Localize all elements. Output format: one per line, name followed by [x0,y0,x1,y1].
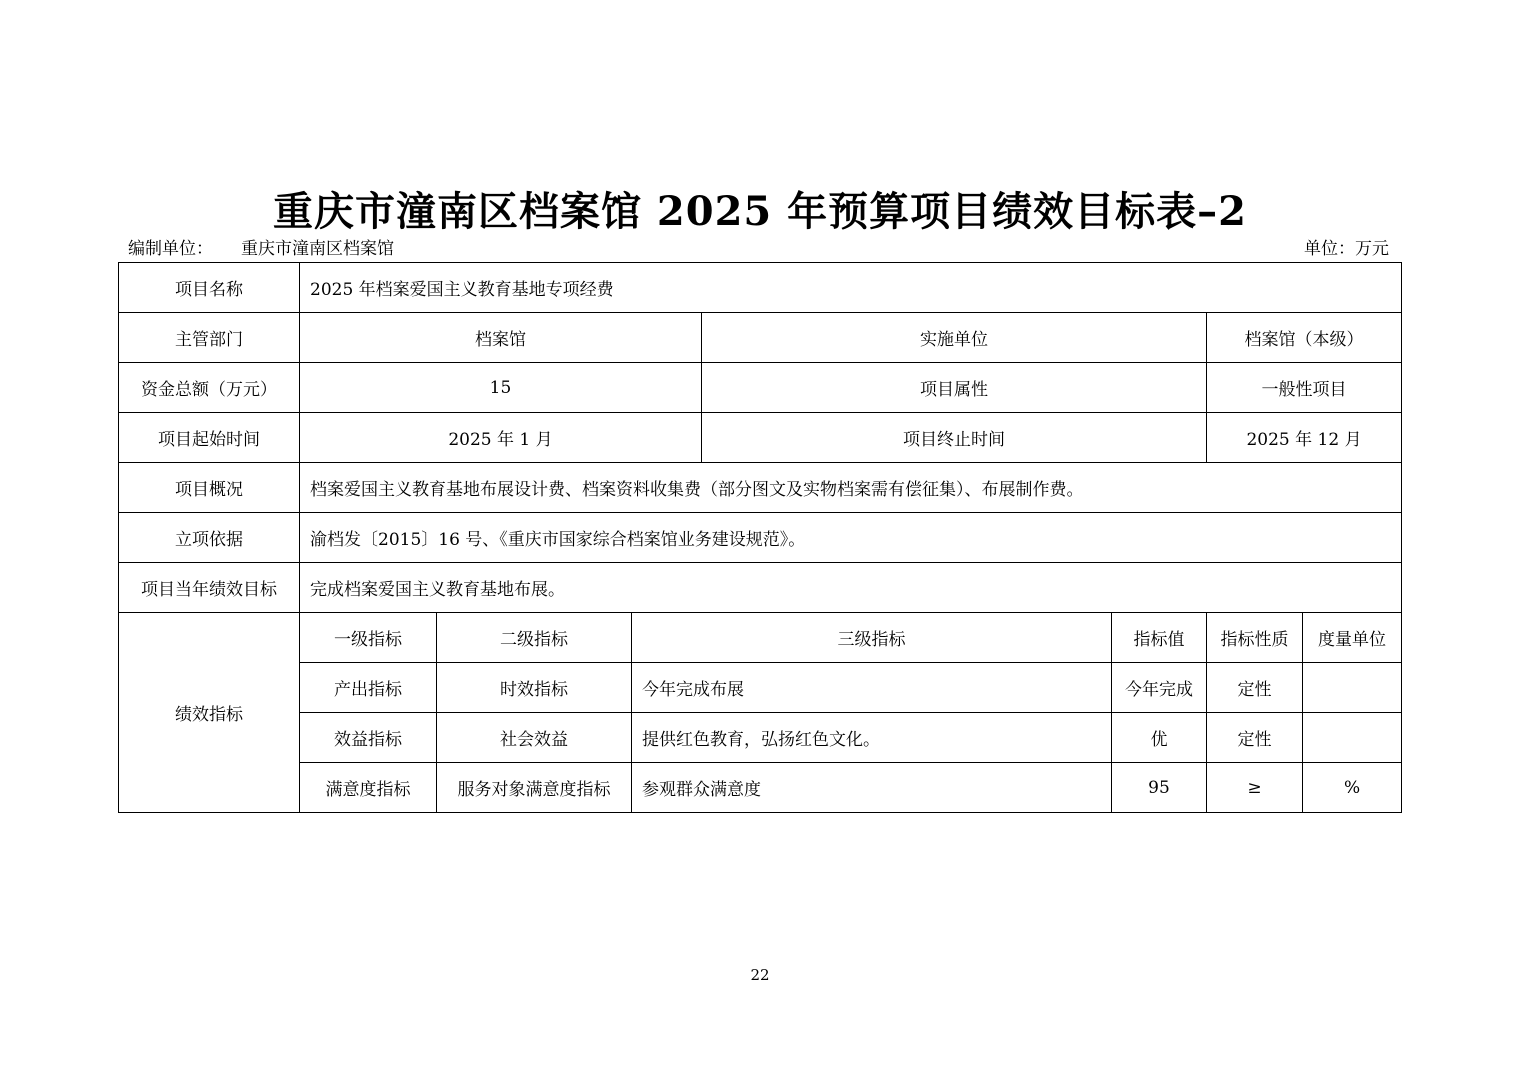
row-department [119,313,1402,363]
indicator-value: 今年完成 [1112,663,1207,713]
basis-value: 渝档发〔2015〕16 号、《重庆市国家综合档案馆业务建设规范》。 [300,513,1402,563]
dept-label: 主管部门 [119,313,300,363]
row-project-name [119,263,1402,313]
indicator-level2: 服务对象满意度指标 [437,763,632,813]
project-attr-label: 项目属性 [702,363,1207,413]
header-level3: 三级指标 [632,613,1112,663]
end-time-label: 项目终止时间 [702,413,1207,463]
row-basis [119,513,1402,563]
header-level2: 二级指标 [437,613,632,663]
indicator-nature: ≥ [1207,763,1303,813]
compiling-unit-value: 重庆市潼南区档案馆 [241,239,394,259]
indicator-level1: 满意度指标 [300,763,437,813]
indicator-level3: 参观群众满意度 [632,763,1112,813]
goal-value: 完成档案爱国主义教育基地布展。 [300,563,1402,613]
impl-unit-value: 档案馆（本级） [1207,313,1402,363]
header-nature: 指标性质 [1207,613,1303,663]
indicator-level2: 社会效益 [437,713,632,763]
funds-value: 15 [300,363,702,413]
indicator-row [119,663,1402,713]
start-time-label: 项目起始时间 [119,413,300,463]
funds-label: 资金总额（万元） [119,363,300,413]
basis-label: 立项依据 [119,513,300,563]
start-time-value: 2025 年 1 月 [300,413,702,463]
overview-value: 档案爱国主义教育基地布展设计费、档案资料收集费（部分图文及实物档案需有偿征集）、布展制作费。 [300,463,1402,513]
overview-label: 项目概况 [119,463,300,513]
goal-label: 项目当年绩效目标 [119,563,300,613]
header-value: 指标值 [1112,613,1207,663]
indicator-level3: 今年完成布展 [632,663,1112,713]
end-time-value: 2025 年 12 月 [1207,413,1402,463]
impl-unit-label: 实施单位 [702,313,1207,363]
indicator-level1: 效益指标 [300,713,437,763]
header-level1: 一级指标 [300,613,437,663]
indicator-unit [1303,663,1402,713]
indicator-value: 95 [1112,763,1207,813]
indicator-level3: 提供红色教育，弘扬红色文化。 [632,713,1112,763]
indicator-row [119,713,1402,763]
indicator-level2: 时效指标 [437,663,632,713]
indicator-unit [1303,713,1402,763]
performance-target-table [118,262,1402,813]
row-goal [119,563,1402,613]
dept-value: 档案馆 [300,313,702,363]
indicator-row [119,763,1402,813]
indicator-level1: 产出指标 [300,663,437,713]
project-name-label: 项目名称 [119,263,300,313]
row-overview [119,463,1402,513]
indicator-value: 优 [1112,713,1207,763]
header-unit: 度量单位 [1303,613,1402,663]
currency-unit: 单位：万元 [1304,239,1389,259]
row-funds [119,363,1402,413]
project-attr-value: 一般性项目 [1207,363,1402,413]
indicator-unit: % [1303,763,1402,813]
row-time [119,413,1402,463]
project-name-value: 2025 年档案爱国主义教育基地专项经费 [300,263,1402,313]
compiling-unit-label: 编制单位： [128,239,213,259]
indicator-nature: 定性 [1207,713,1303,763]
indicator-nature: 定性 [1207,663,1303,713]
performance-label: 绩效指标 [119,613,300,813]
compiling-unit [128,238,394,260]
row-indicator-header [119,613,1402,663]
page-title: 重庆市潼南区档案馆 2025 年预算项目绩效目标表–2 [272,188,1247,235]
page-number: 22 [750,966,770,984]
